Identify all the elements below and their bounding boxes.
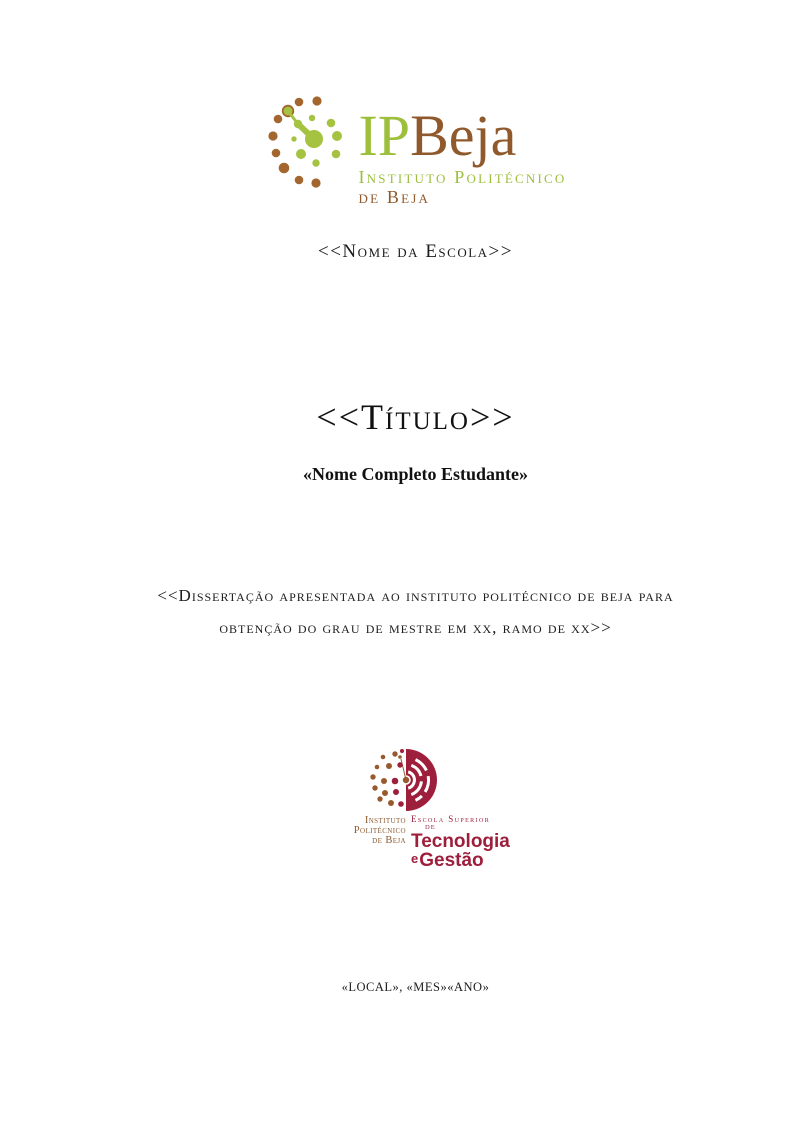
ipbeja-logo-mark-icon [264,91,349,191]
estig-institute-line3: de Beja [372,835,406,846]
estig-school-superior: Escola Superior [411,814,491,824]
page-content [113,0,718,1123]
ipbeja-wordmark [358,103,566,168]
estig-name-gestao: Gestão [419,850,484,871]
wordmark-ip: IP [358,103,411,168]
ipbeja-subtitle-line1: Instituto Politécnico [358,167,567,187]
dissertation-line-2: obtenção do grau de mestre em xx, ramo de xx>> [219,618,612,637]
estig-school-text [411,815,510,869]
estig-logo [325,745,515,870]
estig-institute-text [325,816,406,846]
estig-school-name-line2 [411,850,510,869]
dissertation-line-1: <<Dissertação apresentada ao instituto politécnico de beja para [157,586,674,605]
footer-placeholder: «LOCAL», «MES»«ANO» [341,980,490,994]
student-name-placeholder: «Nome Completo Estudante» [303,464,528,484]
estig-school-de: DE [425,824,436,831]
wordmark-beja: Beja [410,103,517,168]
school-name-placeholder: <<Nome da Escola>> [318,241,513,262]
estig-institute-line1: Instituto [364,815,406,826]
dissertation-statement [113,580,718,644]
ipbeja-logo [113,91,718,207]
estig-logo-mark-icon [370,746,442,823]
ipbeja-logo-text [358,103,567,207]
estig-name-prefix: e [411,851,419,866]
estig-school-name-line1: Tecnologia [411,831,510,852]
estig-institute-line2: Politécnico [353,825,406,836]
ipbeja-subtitle-line2: de Beja [358,187,431,207]
title-placeholder: <<Título>> [316,397,515,437]
